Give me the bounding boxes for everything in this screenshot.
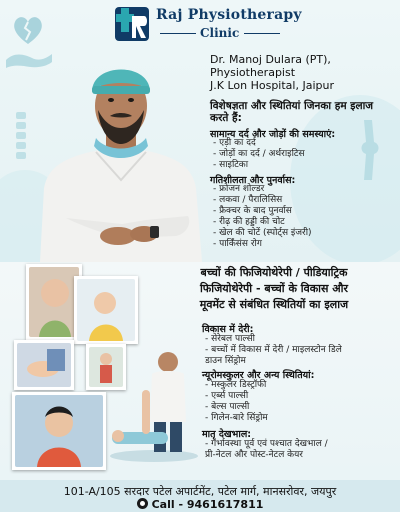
child-smiling-image [15, 395, 103, 467]
section-heading: सामान्य दर्द और जोड़ों की समस्याएं: [210, 129, 336, 140]
section-heading: न्यूरोमस्कुलर और अन्य स्थितियां: [202, 370, 315, 381]
child-smiling-photo [12, 392, 106, 470]
baby-photo-image [77, 279, 135, 341]
list-item: - लकवा / पैरालिसिस [213, 195, 283, 205]
address: 101-A/105 सरदार पटेल अपार्टमेंट, पटेल मार्ग, मानसरोवर, जयपुर [63, 485, 337, 498]
list-item: - बेल्स पाल्सी [205, 402, 250, 412]
pediatric-title-line: फिजियोथेरेपी - बच्चों के विकास और [199, 282, 349, 295]
infant-therapy-photo [14, 340, 74, 390]
list-item: - मस्कुलर डिस्ट्रॉफी [205, 380, 267, 390]
brand-subtitle: Clinic [200, 26, 240, 40]
therapist-with-child-illustration [106, 344, 202, 464]
list-item: प्री-नेटल और पोस्ट-नेटल केयर [205, 450, 303, 460]
call-number[interactable]: Call - 9461617811 [151, 498, 264, 511]
list-item: - सेरेबल पाल्सी [205, 334, 256, 344]
section-heading: गतिशीलता और पुनर्वास: [210, 175, 296, 186]
doctor-title: Physiotherapist [210, 66, 296, 79]
child-photo-image [29, 267, 79, 337]
list-item: - फ्रैक्चर के बाद पुनर्वास [213, 206, 292, 216]
whatsapp-icon [137, 498, 148, 509]
list-item: - गिलेन-बारे सिंड्रोम [205, 413, 268, 423]
list-item: - खेल की चोटें (स्पोर्ट्स इंजरी) [213, 228, 312, 238]
list-item: - बच्चों में विकास में देरी / माइलस्टोन डिले [205, 345, 342, 355]
baby-photo [74, 276, 138, 344]
divider [244, 33, 280, 34]
doctor-hospital: J.K Lon Hospital, Jaipur [210, 79, 334, 92]
section-heading: मातृ देखभाल: [202, 429, 252, 440]
section-heading: विकास में देरी: [202, 324, 254, 335]
list-item: - फ्रोजन शोल्डर [213, 184, 265, 194]
list-item: - एड़ी का दर्द [213, 138, 256, 148]
call-row[interactable] [0, 498, 400, 511]
list-item: डाउन सिंड्रोम [205, 356, 246, 366]
pediatric-title-line: मूवमेंट से संबंधित स्थितियों का इलाज [199, 298, 349, 311]
list-item: - पार्किंसंस रोग [213, 239, 262, 249]
doctor-photo [26, 48, 216, 262]
doctor-info [210, 53, 395, 92]
specialties-title: विशेषज्ञता और स्थितियां जिनका हम इलाज करते हैं: [210, 100, 374, 124]
list-item: - साइटिका [213, 160, 249, 170]
list-item: - रीढ़ की हड्डी की चोट [213, 217, 285, 227]
list-item: - एर्ब्स पाल्सी [205, 391, 249, 401]
clinic-logo-icon [112, 4, 152, 44]
list-item: - जोड़ों का दर्द / अर्थराइटिस [213, 149, 305, 159]
knee-joint-icon [350, 120, 390, 180]
pediatric-title [152, 265, 396, 313]
infant-therapy-image [17, 343, 71, 387]
divider [160, 33, 196, 34]
list-item: - गर्भावस्था पूर्व एवं पश्चात देखभाल / [205, 439, 328, 449]
pediatric-title-line: बच्चों की फिजियोथेरेपी / पीडियाट्रिक [200, 266, 348, 279]
doctor-name: Dr. Manoj Dulara (PT), [210, 53, 331, 66]
brand-name: Raj Physiotherapy [156, 7, 302, 23]
